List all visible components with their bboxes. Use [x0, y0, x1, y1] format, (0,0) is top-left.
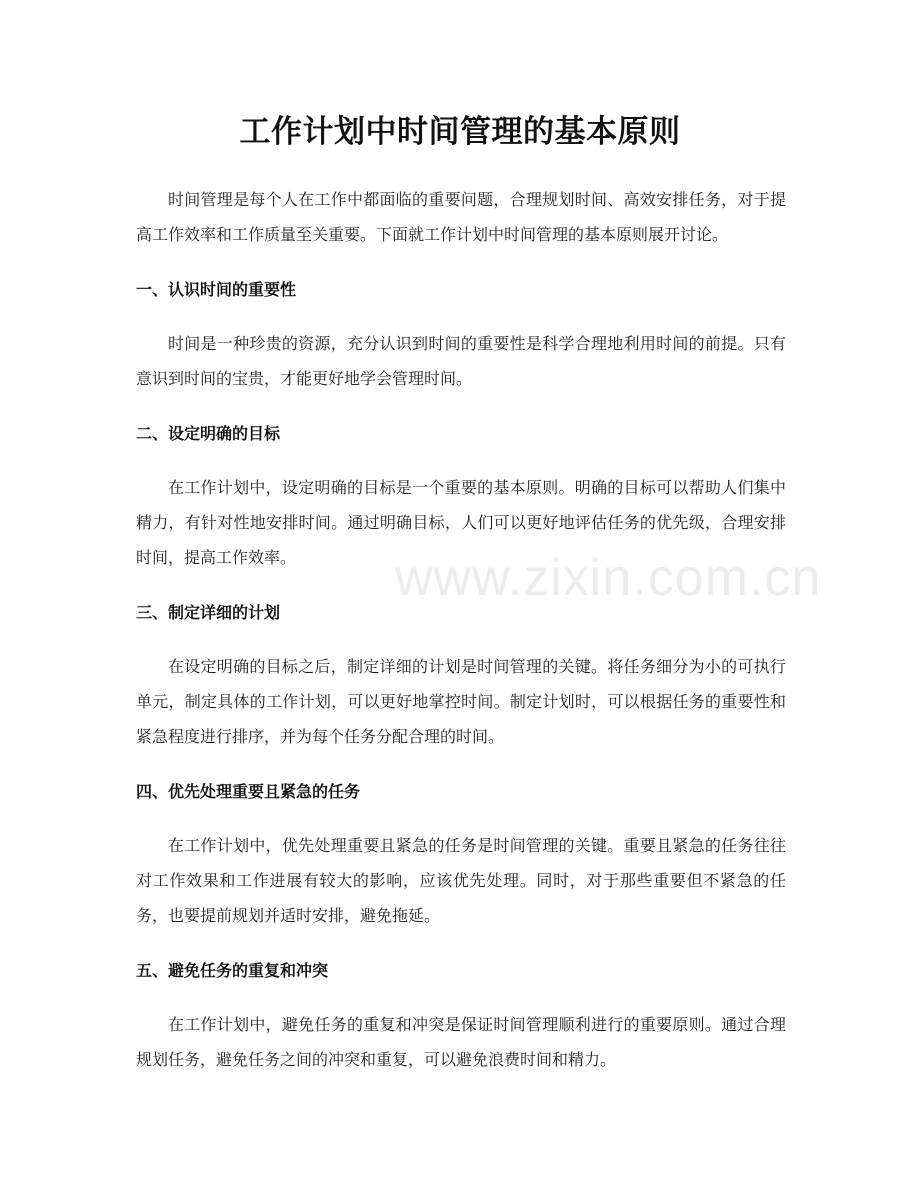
- section-4: [136, 774, 786, 933]
- section-paragraph: 在工作计划中，优先处理重要且紧急的任务是时间管理的关键。重要且紧急的任务往往对工作效果和工作进展有较大的影响，应该优先处理。同时，对于那些重要但不紧急的任务，也要提前规划并适时安排，避免拖延。: [136, 836, 786, 925]
- section-heading: 五、避免任务的重复和冲突: [136, 961, 329, 980]
- section-paragraph: 在工作计划中，避免任务的重复和冲突是保证时间管理顺利进行的重要原则。通过合理规划任务，避免任务之间的冲突和重复，可以避免浪费时间和精力。: [136, 1015, 786, 1069]
- section-heading: 二、设定明确的目标: [136, 424, 281, 443]
- section-2: [136, 416, 786, 575]
- section-heading: 一、认识时间的重要性: [136, 280, 297, 299]
- section-heading: 四、优先处理重要且紧急的任务: [136, 782, 361, 801]
- document-title: 工作计划中时间管理的基本原则: [239, 114, 681, 150]
- intro-paragraph: 时间管理是每个人在工作中都面临的重要问题，合理规划时间、高效安排任务，对于提高工作效率和工作质量至关重要。下面就工作计划中时间管理的基本原则展开讨论。: [136, 190, 786, 244]
- section-heading: 三、制定详细的计划: [136, 603, 281, 622]
- document-body: [136, 182, 786, 1077]
- section-1: [136, 272, 786, 396]
- section-3: [136, 595, 786, 754]
- watermark: www.zixin.com.cn: [395, 549, 822, 607]
- section-paragraph: 在设定明确的目标之后，制定详细的计划是时间管理的关键。将任务细分为小的可执行单元，制定具体的工作计划，可以更好地掌控时间。制定计划时，可以根据任务的重要性和紧急程度进行排序，并为每个任务分配合理的时间。: [136, 657, 786, 746]
- section-paragraph: 在工作计划中，设定明确的目标是一个重要的基本原则。明确的目标可以帮助人们集中精力，有针对性地安排时间。通过明确目标，人们可以更好地评估任务的优先级，合理安排时间，提高工作效率。: [136, 478, 786, 567]
- section-paragraph: 时间是一种珍贵的资源，充分认识到时间的重要性是科学合理地利用时间的前提。只有意识到时间的宝贵，才能更好地学会管理时间。: [136, 334, 786, 388]
- section-5: [136, 953, 786, 1077]
